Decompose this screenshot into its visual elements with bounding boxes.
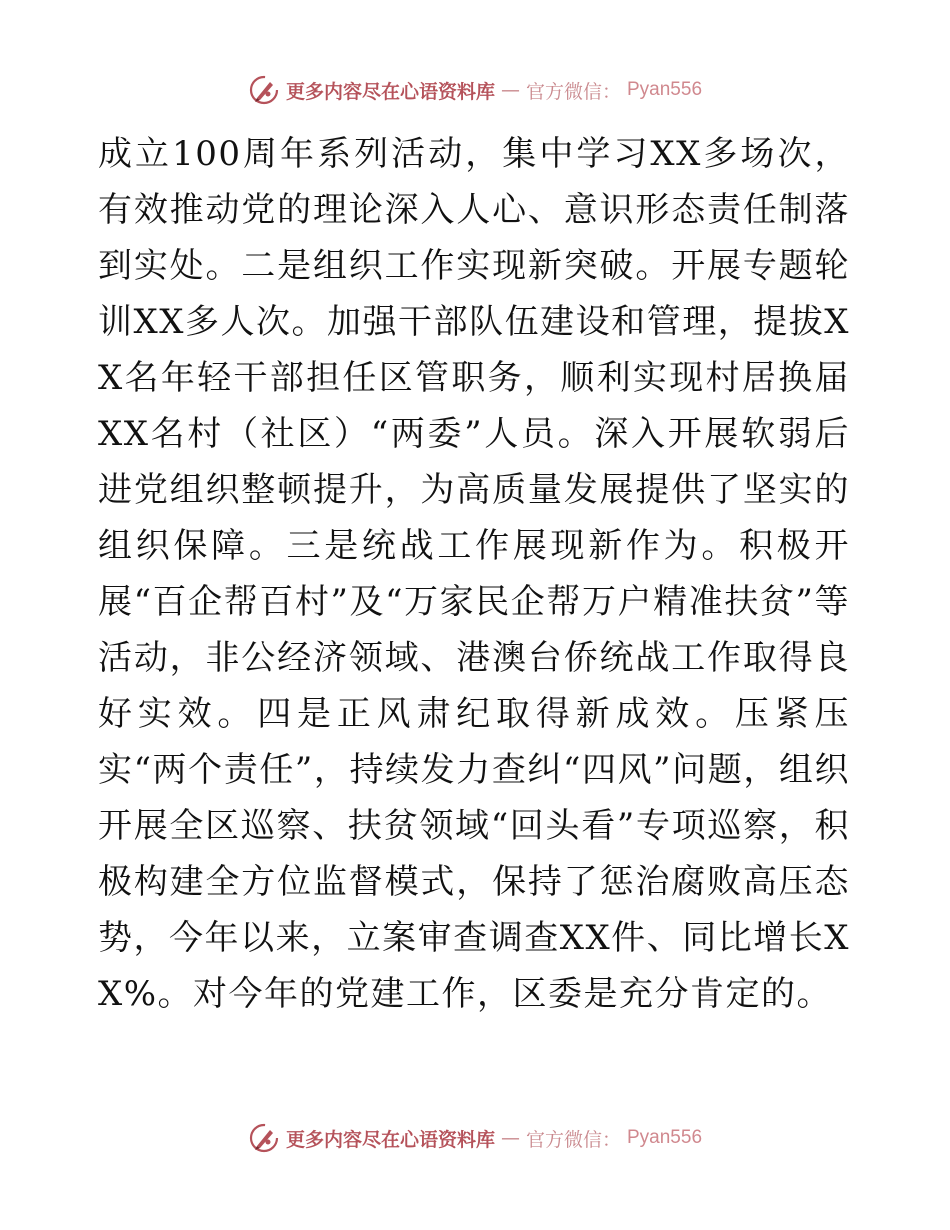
quill-pen-logo-icon [248, 74, 280, 106]
quill-pen-logo-icon [248, 1122, 280, 1154]
header-dash: — [500, 79, 520, 101]
header-banner [0, 70, 950, 110]
footer-wechat-id: Pyan556 [627, 1127, 703, 1148]
header-wechat-id: Pyan556 [627, 79, 703, 100]
body-paragraph: 成立100周年系列活动，集中学习XX多场次，有效推动党的理论深入人心、意识形态责任制落到实处。二是组织工作实现新突破。开展专题轮训XX多人次。加强干部队伍建设和管理，提拔XX名年轻干部担任区管职务，顺利实现村居换届XX名村（社区）“两委”人员。深入开展软弱后进党组织整顿提升，为高质量发展提供了坚实的组织保障。三是统战工作展现新作为。积极开展“百企帮百村”及“万家民企帮万户精准扶贫”等活动，非公经济领域、港澳台侨统战工作取得良好实效。四是正风肃纪取得新成效。压紧压实“两个责任”，持续发力查纠“四风”问题，组织开展全区巡察、扶贫领域“回头看”专项巡察，积极构建全方位监督模式，保持了惩治腐败高压态势，今年以来，立案审查调查XX件、同比增长XX%。对今年的党建工作，区委是充分肯定的。 [98, 134, 850, 1014]
document-body [98, 126, 850, 1022]
footer-wechat-label: 官方微信： [525, 1128, 621, 1151]
footer-dash: — [500, 1127, 520, 1149]
header-slogan: 更多内容尽在心语资料库 [285, 80, 495, 103]
footer-banner [0, 1118, 950, 1158]
header-wechat-label: 官方微信： [525, 80, 621, 103]
footer-slogan: 更多内容尽在心语资料库 [285, 1128, 495, 1151]
